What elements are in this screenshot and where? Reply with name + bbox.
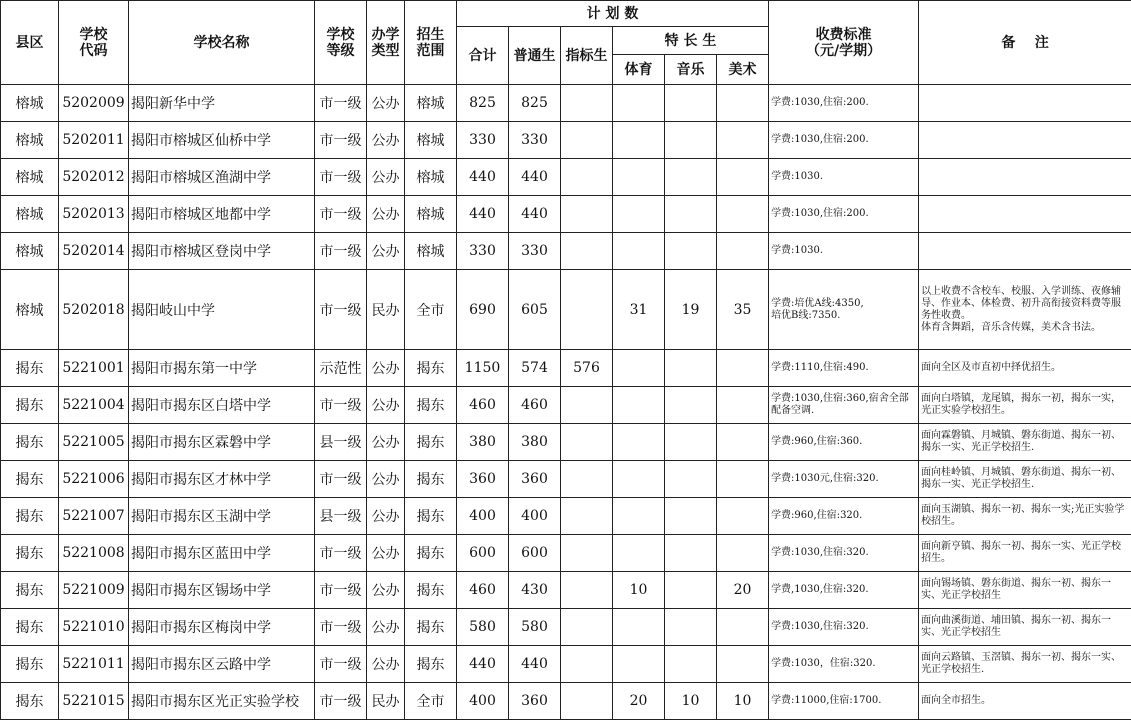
cell-scope: 全市 <box>405 270 457 350</box>
cell-pe <box>613 461 665 498</box>
cell-quota: 576 <box>561 350 613 387</box>
cell-type: 公办 <box>367 159 405 196</box>
cell-scope: 揭东 <box>405 350 457 387</box>
cell-fee: 学费:960,住宿:320. <box>769 498 919 535</box>
cell-name: 揭阳岐山中学 <box>129 270 315 350</box>
table-row <box>1 350 1131 387</box>
cell-quota <box>561 646 613 683</box>
cell-art: 35 <box>717 270 769 350</box>
cell-quota <box>561 85 613 122</box>
cell-level: 市一级 <box>315 387 367 424</box>
cell-music <box>665 196 717 233</box>
cell-name: 揭阳市榕城区登岗中学 <box>129 233 315 270</box>
header-school-level <box>315 1 367 85</box>
cell-art <box>717 85 769 122</box>
header-plan <box>457 1 769 27</box>
table-row <box>1 159 1131 196</box>
cell-art <box>717 233 769 270</box>
cell-code: 5221007 <box>59 498 129 535</box>
header-county: 县区 <box>1 1 59 85</box>
cell-code: 5221005 <box>59 424 129 461</box>
cell-code: 5221009 <box>59 572 129 609</box>
cell-fee: 学费:1030. <box>769 159 919 196</box>
cell-quota <box>561 233 613 270</box>
cell-fee: 学费:960,住宿:360. <box>769 424 919 461</box>
header-enroll-scope <box>405 1 457 85</box>
table-row <box>1 85 1131 122</box>
cell-total: 600 <box>457 535 509 572</box>
cell-scope: 揭东 <box>405 498 457 535</box>
cell-scope: 揭东 <box>405 609 457 646</box>
cell-fee: 学费:1030,住宿:200. <box>769 122 919 159</box>
cell-general: 600 <box>509 535 561 572</box>
cell-type: 公办 <box>367 609 405 646</box>
cell-quota <box>561 461 613 498</box>
cell-music <box>665 609 717 646</box>
header-school-type <box>367 1 405 85</box>
cell-quota <box>561 424 613 461</box>
cell-music <box>665 646 717 683</box>
header-general: 普通生 <box>509 27 561 85</box>
cell-type: 公办 <box>367 85 405 122</box>
cell-type: 公办 <box>367 196 405 233</box>
cell-code: 5221015 <box>59 683 129 720</box>
cell-general: 440 <box>509 646 561 683</box>
cell-total: 460 <box>457 387 509 424</box>
cell-fee: 学费:1030元,住宿:320. <box>769 461 919 498</box>
cell-music <box>665 122 717 159</box>
table-row <box>1 461 1131 498</box>
cell-scope: 揭东 <box>405 535 457 572</box>
cell-type: 公办 <box>367 387 405 424</box>
cell-note: 面向白塔镇，龙尾镇，揭东一初，揭东一实，光正实验学校招生。 <box>919 387 1131 424</box>
header-music: 音乐 <box>665 55 717 85</box>
cell-music <box>665 350 717 387</box>
header-note-text: 备 注 <box>1001 34 1049 51</box>
cell-general: 330 <box>509 122 561 159</box>
cell-code: 5221001 <box>59 350 129 387</box>
cell-total: 380 <box>457 424 509 461</box>
header-code-text: 学校 代码 <box>79 26 108 59</box>
header-quota: 指标生 <box>561 27 613 85</box>
cell-scope: 榕城 <box>405 85 457 122</box>
cell-scope: 揭东 <box>405 424 457 461</box>
header-total: 合计 <box>457 27 509 85</box>
header-scope-text: 招生 范围 <box>416 26 445 59</box>
cell-note: 面向玉湖镇、揭东一初、揭东一实;光正实验学校招生。 <box>919 498 1131 535</box>
cell-note: 面向桂岭镇、月城镇、磐东街道、揭东一初、揭东一实、光正学校招生. <box>919 461 1131 498</box>
cell-note: 面向云路镇、玉滘镇、揭东一初、揭东一实、光正学校招生. <box>919 646 1131 683</box>
header-art: 美术 <box>717 55 769 85</box>
cell-art <box>717 535 769 572</box>
cell-total: 1150 <box>457 350 509 387</box>
cell-pe: 31 <box>613 270 665 350</box>
cell-scope: 榕城 <box>405 122 457 159</box>
cell-type: 公办 <box>367 572 405 609</box>
cell-type: 公办 <box>367 424 405 461</box>
cell-quota <box>561 270 613 350</box>
cell-pe <box>613 85 665 122</box>
cell-music <box>665 461 717 498</box>
header-note <box>919 1 1131 85</box>
cell-fee: 学费:1030,住宿:360,宿舍全部配备空调. <box>769 387 919 424</box>
cell-name: 揭阳市榕城区仙桥中学 <box>129 122 315 159</box>
cell-art <box>717 159 769 196</box>
cell-type: 公办 <box>367 233 405 270</box>
cell-music <box>665 233 717 270</box>
cell-level: 示范性 <box>315 350 367 387</box>
cell-pe <box>613 122 665 159</box>
cell-note: 面向曲溪街道、埔田镇、揭东一初、揭东一实、光正学校招生 <box>919 609 1131 646</box>
cell-quota <box>561 572 613 609</box>
cell-county: 揭东 <box>1 424 59 461</box>
cell-scope: 榕城 <box>405 159 457 196</box>
cell-note: 面向新亨镇、揭东一初、揭东一实、光正学校招生。 <box>919 535 1131 572</box>
cell-general: 430 <box>509 572 561 609</box>
cell-pe <box>613 350 665 387</box>
cell-code: 5202009 <box>59 85 129 122</box>
cell-type: 公办 <box>367 535 405 572</box>
cell-general: 360 <box>509 683 561 720</box>
cell-art <box>717 424 769 461</box>
cell-music <box>665 572 717 609</box>
cell-name: 揭阳市揭东区光正实验学校 <box>129 683 315 720</box>
cell-name: 揭阳市揭东第一中学 <box>129 350 315 387</box>
cell-county: 榕城 <box>1 122 59 159</box>
cell-name: 揭阳市揭东区才林中学 <box>129 461 315 498</box>
cell-art <box>717 350 769 387</box>
cell-pe <box>613 424 665 461</box>
header-school-code <box>59 1 129 85</box>
cell-name: 揭阳市揭东区梅岗中学 <box>129 609 315 646</box>
cell-music <box>665 159 717 196</box>
cell-fee: 学费:培优A线:4350, 培优B线:7350. <box>769 270 919 350</box>
table-row <box>1 535 1131 572</box>
cell-pe <box>613 387 665 424</box>
cell-art <box>717 122 769 159</box>
cell-code: 5221011 <box>59 646 129 683</box>
cell-note: 面向霖磐镇、月城镇、磐东街道、揭东一初、揭东一实、光正学校招生. <box>919 424 1131 461</box>
cell-type: 民办 <box>367 270 405 350</box>
cell-level: 市一级 <box>315 196 367 233</box>
cell-code: 5202014 <box>59 233 129 270</box>
cell-code: 5202011 <box>59 122 129 159</box>
cell-pe <box>613 609 665 646</box>
cell-name: 揭阳市揭东区白塔中学 <box>129 387 315 424</box>
cell-fee: 学费:1030，住宿:320. <box>769 646 919 683</box>
cell-total: 440 <box>457 196 509 233</box>
cell-general: 460 <box>509 387 561 424</box>
cell-type: 公办 <box>367 461 405 498</box>
header-fee <box>769 1 919 85</box>
cell-code: 5202012 <box>59 159 129 196</box>
cell-fee: 学费:1030,住宿:320. <box>769 609 919 646</box>
cell-note <box>919 122 1131 159</box>
cell-music <box>665 498 717 535</box>
header-level-text: 学校 等级 <box>326 26 355 59</box>
cell-total: 330 <box>457 233 509 270</box>
cell-general: 440 <box>509 196 561 233</box>
cell-level: 市一级 <box>315 233 367 270</box>
cell-quota <box>561 498 613 535</box>
cell-pe <box>613 498 665 535</box>
cell-code: 5221006 <box>59 461 129 498</box>
cell-art <box>717 646 769 683</box>
cell-general: 605 <box>509 270 561 350</box>
header-special-text: 特 长 生 <box>664 32 717 49</box>
cell-quota <box>561 196 613 233</box>
cell-county: 揭东 <box>1 535 59 572</box>
cell-note <box>919 85 1131 122</box>
header-fee-text: 收费标准 （元/学期） <box>806 26 882 59</box>
cell-total: 440 <box>457 646 509 683</box>
cell-art: 10 <box>717 683 769 720</box>
cell-pe <box>613 196 665 233</box>
cell-quota <box>561 609 613 646</box>
cell-pe <box>613 233 665 270</box>
cell-county: 榕城 <box>1 159 59 196</box>
cell-name: 揭阳市揭东区云路中学 <box>129 646 315 683</box>
header-special <box>613 27 769 55</box>
cell-type: 公办 <box>367 350 405 387</box>
cell-type: 公办 <box>367 498 405 535</box>
cell-county: 揭东 <box>1 350 59 387</box>
cell-music: 10 <box>665 683 717 720</box>
cell-general: 580 <box>509 609 561 646</box>
cell-code: 5221010 <box>59 609 129 646</box>
cell-total: 400 <box>457 498 509 535</box>
cell-note: 面向全市招生。 <box>919 683 1131 720</box>
cell-name: 揭阳市榕城区渔湖中学 <box>129 159 315 196</box>
cell-county: 榕城 <box>1 270 59 350</box>
cell-fee: 学费:1030. <box>769 233 919 270</box>
cell-code: 5202018 <box>59 270 129 350</box>
header-pe: 体育 <box>613 55 665 85</box>
header-plan-text: 计 划 数 <box>586 5 639 22</box>
cell-scope: 榕城 <box>405 233 457 270</box>
cell-note: 面向锡场镇、磐东街道、揭东一初、揭东一实、光正学校招生 <box>919 572 1131 609</box>
cell-code: 5221008 <box>59 535 129 572</box>
cell-level: 市一级 <box>315 535 367 572</box>
table-row <box>1 646 1131 683</box>
cell-type: 公办 <box>367 646 405 683</box>
cell-quota <box>561 159 613 196</box>
cell-general: 330 <box>509 233 561 270</box>
cell-fee: 学费:1030,住宿:200. <box>769 85 919 122</box>
cell-art <box>717 498 769 535</box>
cell-level: 市一级 <box>315 461 367 498</box>
table-header <box>1 1 1131 85</box>
cell-level: 县一级 <box>315 424 367 461</box>
cell-scope: 揭东 <box>405 387 457 424</box>
table-row <box>1 683 1131 720</box>
cell-county: 揭东 <box>1 572 59 609</box>
table-row <box>1 196 1131 233</box>
cell-note <box>919 233 1131 270</box>
cell-county: 榕城 <box>1 233 59 270</box>
cell-music <box>665 387 717 424</box>
cell-county: 揭东 <box>1 461 59 498</box>
cell-scope: 揭东 <box>405 461 457 498</box>
cell-name: 揭阳市揭东区锡场中学 <box>129 572 315 609</box>
cell-general: 825 <box>509 85 561 122</box>
cell-county: 揭东 <box>1 609 59 646</box>
table-row <box>1 609 1131 646</box>
cell-art: 20 <box>717 572 769 609</box>
cell-level: 市一级 <box>315 646 367 683</box>
cell-level: 市一级 <box>315 609 367 646</box>
cell-scope: 揭东 <box>405 572 457 609</box>
cell-level: 市一级 <box>315 683 367 720</box>
cell-fee: 学费:1030,住宿:320. <box>769 535 919 572</box>
cell-fee: 学费,1030,住宿:320. <box>769 572 919 609</box>
cell-music <box>665 535 717 572</box>
cell-type: 公办 <box>367 122 405 159</box>
cell-total: 690 <box>457 270 509 350</box>
cell-total: 460 <box>457 572 509 609</box>
cell-art <box>717 196 769 233</box>
cell-name: 揭阳市揭东区玉湖中学 <box>129 498 315 535</box>
cell-code: 5221004 <box>59 387 129 424</box>
cell-level: 市一级 <box>315 159 367 196</box>
cell-name: 揭阳市揭东区蓝田中学 <box>129 535 315 572</box>
header-type-text: 办学 类型 <box>371 26 400 59</box>
cell-note: 以上收费不含校车、校服、入学训练、夜修辅导、作业本、体检费、初升高衔接资料费等服务性收费。 体育含舞蹈，音乐含传媒，美术含书法。 <box>919 270 1131 350</box>
cell-total: 580 <box>457 609 509 646</box>
cell-note <box>919 196 1131 233</box>
cell-note: 面向全区及市直初中择优招生。 <box>919 350 1131 387</box>
cell-music <box>665 85 717 122</box>
cell-note <box>919 159 1131 196</box>
cell-quota <box>561 683 613 720</box>
table-body <box>1 85 1131 720</box>
cell-total: 360 <box>457 461 509 498</box>
cell-general: 360 <box>509 461 561 498</box>
cell-level: 县一级 <box>315 498 367 535</box>
cell-type: 民办 <box>367 683 405 720</box>
cell-music: 19 <box>665 270 717 350</box>
cell-county: 揭东 <box>1 683 59 720</box>
cell-art <box>717 387 769 424</box>
cell-total: 400 <box>457 683 509 720</box>
cell-total: 330 <box>457 122 509 159</box>
cell-name: 揭阳市揭东区霖磐中学 <box>129 424 315 461</box>
cell-name: 揭阳新华中学 <box>129 85 315 122</box>
cell-general: 380 <box>509 424 561 461</box>
table-row <box>1 498 1131 535</box>
cell-fee: 学费:1110,住宿:490. <box>769 350 919 387</box>
cell-scope: 全市 <box>405 683 457 720</box>
cell-fee: 学费:1030,住宿:200. <box>769 196 919 233</box>
cell-scope: 揭东 <box>405 646 457 683</box>
table-row <box>1 270 1131 350</box>
cell-quota <box>561 535 613 572</box>
cell-music <box>665 424 717 461</box>
cell-general: 400 <box>509 498 561 535</box>
cell-total: 440 <box>457 159 509 196</box>
cell-county: 榕城 <box>1 85 59 122</box>
cell-pe: 20 <box>613 683 665 720</box>
cell-county: 揭东 <box>1 387 59 424</box>
cell-quota <box>561 122 613 159</box>
cell-level: 市一级 <box>315 572 367 609</box>
cell-county: 揭东 <box>1 646 59 683</box>
cell-total: 825 <box>457 85 509 122</box>
cell-pe: 10 <box>613 572 665 609</box>
table-row <box>1 387 1131 424</box>
cell-level: 市一级 <box>315 122 367 159</box>
cell-quota <box>561 387 613 424</box>
table-row <box>1 122 1131 159</box>
cell-pe <box>613 159 665 196</box>
table-row <box>1 424 1131 461</box>
cell-art <box>717 461 769 498</box>
table-row <box>1 572 1131 609</box>
table-row <box>1 233 1131 270</box>
cell-general: 574 <box>509 350 561 387</box>
cell-county: 榕城 <box>1 196 59 233</box>
cell-pe <box>613 535 665 572</box>
cell-fee: 学费:11000,住宿:1700. <box>769 683 919 720</box>
cell-general: 440 <box>509 159 561 196</box>
cell-level: 市一级 <box>315 270 367 350</box>
cell-scope: 榕城 <box>405 196 457 233</box>
cell-name: 揭阳市榕城区地都中学 <box>129 196 315 233</box>
cell-art <box>717 609 769 646</box>
cell-pe <box>613 646 665 683</box>
header-school-name: 学校名称 <box>129 1 315 85</box>
cell-county: 揭东 <box>1 498 59 535</box>
cell-level: 市一级 <box>315 85 367 122</box>
cell-code: 5202013 <box>59 196 129 233</box>
